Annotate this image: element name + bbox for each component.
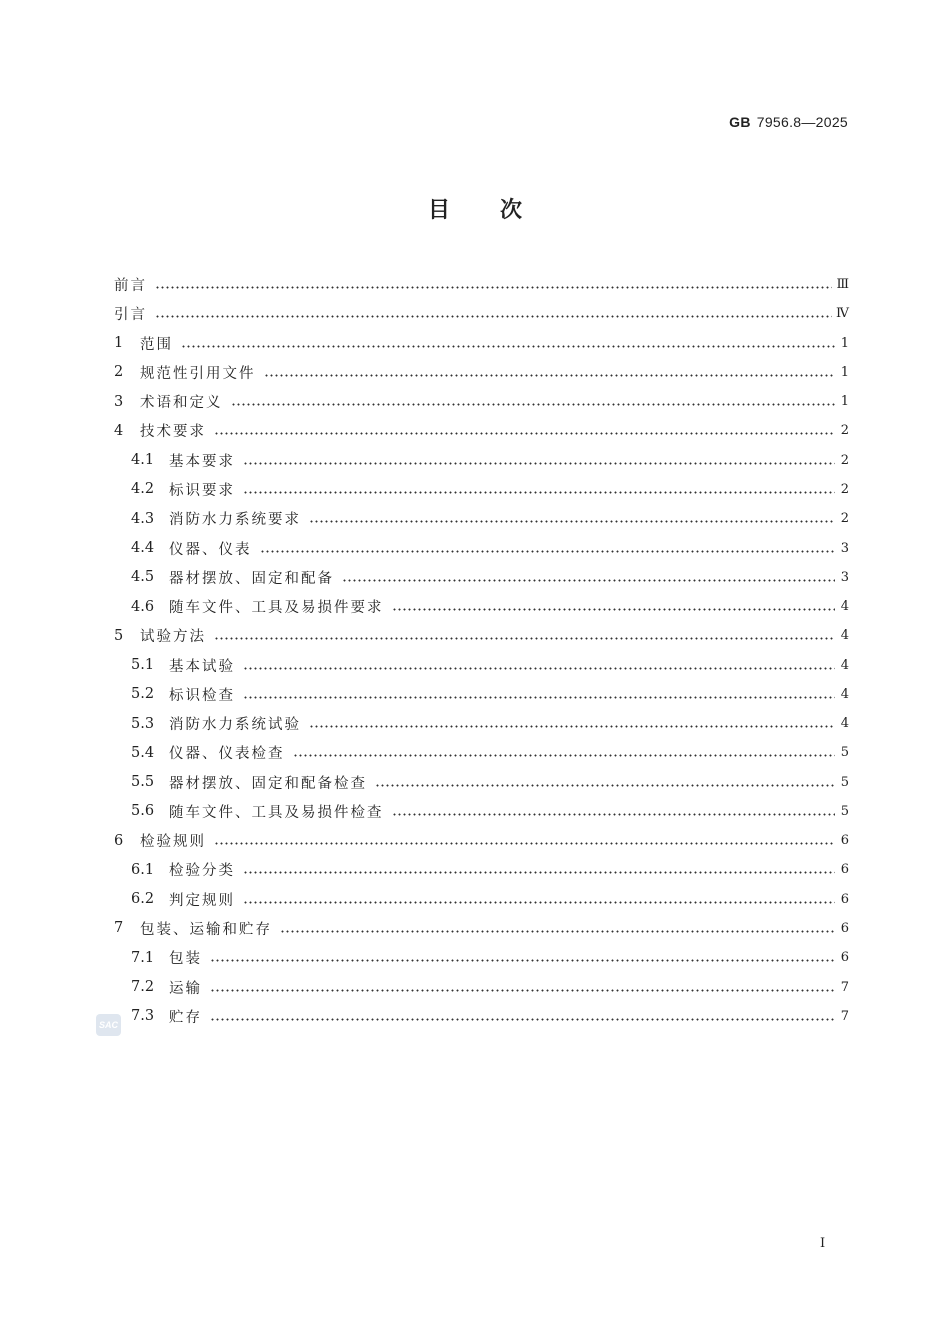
toc-entry-number: 4.3 [131, 510, 155, 527]
toc-entry-number: 1 [114, 335, 124, 352]
toc-entry-number: 6 [114, 832, 124, 849]
toc-entry-title: 基本要求 [169, 453, 235, 470]
toc-entry-title: 消防水力系统试验 [169, 717, 301, 734]
dot-leader [293, 754, 836, 757]
standard-code: 7956.8—2025 [756, 114, 848, 130]
toc-entry-number: 3 [114, 393, 124, 410]
toc-entry-title: 术语和定义 [140, 395, 223, 412]
toc-entry-title: 仪器、仪表 [169, 541, 252, 558]
toc-entry-title: 包装、运输和贮存 [140, 921, 272, 938]
toc-entry[interactable] [114, 358, 849, 387]
toc-entry-title: 运输 [169, 980, 202, 997]
toc-entry-page: 6 [840, 920, 849, 936]
toc-entry[interactable] [114, 855, 849, 884]
sac-logo-watermark: SAC [96, 1014, 121, 1036]
toc-entry-page: 4 [840, 628, 849, 644]
toc-entry-number: 5.2 [131, 686, 155, 703]
toc-entry[interactable] [114, 972, 849, 1001]
toc-entry[interactable] [114, 709, 849, 738]
toc-entry[interactable] [114, 475, 849, 504]
toc-entry[interactable] [114, 533, 849, 562]
dot-leader [155, 315, 832, 318]
toc-entry-title: 包装 [169, 951, 202, 968]
toc-entry-title: 基本试验 [169, 658, 235, 675]
dot-leader [214, 842, 835, 845]
toc-entry-page: Ⅲ [836, 277, 849, 293]
toc-entry-page: 2 [840, 511, 849, 527]
standard-prefix: GB [729, 114, 751, 130]
toc-entry-title: 试验方法 [140, 629, 206, 646]
toc-entry[interactable] [114, 738, 849, 767]
toc-entry-number: 7.2 [131, 979, 155, 995]
toc-entry-page: 6 [840, 833, 849, 849]
toc-entry[interactable] [114, 797, 849, 826]
dot-leader [210, 959, 835, 962]
toc-entry-page: 1 [840, 335, 849, 351]
toc-entry-page: 5 [840, 774, 849, 790]
toc-entry-number: 7.3 [131, 1008, 155, 1025]
toc-entry-title: 器材摆放、固定和配备检查 [169, 775, 367, 792]
toc-entry-number: 4.6 [131, 598, 155, 615]
toc-entry-title: 贮存 [169, 1009, 202, 1026]
toc-entry-title: 随车文件、工具及易损件检查 [169, 804, 384, 821]
toc-entry-number: 4.5 [131, 569, 155, 586]
dot-leader [155, 286, 832, 289]
toc-entry-title: 检验分类 [169, 863, 235, 880]
toc-entry[interactable] [114, 680, 849, 709]
dot-leader [309, 520, 835, 523]
dot-leader [260, 550, 836, 553]
toc-entry[interactable] [114, 504, 849, 533]
toc-entry[interactable] [114, 826, 849, 855]
toc-entry-number: 4 [114, 422, 124, 439]
dot-leader [243, 667, 835, 670]
toc-entry[interactable] [114, 592, 849, 621]
toc-entry-title: 判定规则 [169, 892, 235, 909]
toc-entry-number: 2 [114, 364, 124, 381]
toc-entry-page: 4 [840, 686, 849, 702]
dot-leader [309, 725, 835, 728]
toc-entry-page: 4 [840, 657, 849, 673]
toc-entry-page: 1 [840, 364, 849, 380]
toc-entry-page: 7 [840, 1008, 849, 1024]
toc-entry-title: 随车文件、工具及易损件要求 [169, 600, 384, 617]
dot-leader [392, 608, 836, 611]
dot-leader [243, 491, 835, 494]
dot-leader [243, 871, 835, 874]
dot-leader [243, 696, 835, 699]
toc-entry-title: 规范性引用文件 [140, 365, 256, 382]
dot-leader [392, 813, 836, 816]
toc-entry-title: 范围 [140, 336, 173, 353]
toc-entry-title: 检验规则 [140, 834, 206, 851]
table-of-contents [114, 270, 849, 1031]
toc-entry-number: 5 [114, 627, 124, 644]
dot-leader [214, 432, 835, 435]
dot-leader [342, 579, 835, 582]
dot-leader [231, 403, 836, 406]
toc-entry-number: 4.2 [131, 481, 155, 498]
toc-entry-page: 3 [840, 569, 849, 585]
toc-entry-number: 5.6 [131, 803, 155, 820]
toc-entry-title: 标识检查 [169, 687, 235, 704]
page-title: 目次 [427, 197, 572, 223]
toc-entry-number: 5.4 [131, 744, 155, 761]
toc-entry[interactable] [114, 446, 849, 475]
toc-entry[interactable] [114, 885, 849, 914]
dot-leader [243, 462, 835, 465]
toc-entry-number: 4.1 [131, 452, 155, 469]
toc-entry-page: 6 [840, 891, 849, 907]
toc-entry-page: 2 [840, 452, 849, 468]
toc-entry[interactable] [114, 416, 849, 445]
toc-entry[interactable] [114, 1002, 849, 1031]
toc-entry-number: 7 [114, 920, 124, 937]
toc-entry-title: 器材摆放、固定和配备 [169, 570, 334, 587]
toc-entry-title: 技术要求 [140, 424, 206, 441]
page-number: I [820, 1236, 826, 1251]
toc-entry-number: 4.4 [131, 540, 155, 557]
toc-entry-number: 6.2 [131, 891, 155, 908]
toc-entry-page: 4 [840, 599, 849, 615]
toc-entry[interactable] [114, 768, 849, 797]
toc-entry-page: 6 [840, 862, 849, 878]
toc-entry-title: 前言 [114, 278, 147, 295]
toc-entry[interactable] [114, 270, 849, 299]
dot-leader [214, 637, 835, 640]
toc-entry-number: 5.5 [131, 774, 155, 791]
toc-entry-page: 7 [840, 979, 849, 995]
toc-entry-number: 5.1 [131, 657, 155, 674]
toc-entry-page: 2 [840, 423, 849, 439]
toc-entry-page: 2 [840, 481, 849, 497]
toc-entry-page: 3 [840, 540, 849, 556]
toc-entry[interactable] [114, 299, 849, 328]
dot-leader [210, 1018, 835, 1021]
standard-number [729, 114, 848, 130]
dot-leader [181, 345, 835, 348]
toc-entry-title: 仪器、仪表检查 [169, 746, 285, 763]
dot-leader [280, 930, 835, 933]
toc-entry-page: 6 [840, 950, 849, 966]
toc-entry-number: 7.1 [131, 949, 155, 966]
dot-leader [264, 374, 836, 377]
dot-leader [375, 784, 835, 787]
toc-entry[interactable] [114, 650, 849, 679]
toc-entry[interactable] [114, 329, 849, 358]
toc-entry-title: 消防水力系统要求 [169, 512, 301, 529]
toc-entry-number: 5.3 [131, 715, 155, 732]
toc-entry[interactable] [114, 387, 849, 416]
toc-entry-page: 4 [840, 716, 849, 732]
toc-entry[interactable] [114, 914, 849, 943]
toc-entry-number: 6.1 [131, 861, 155, 878]
toc-entry-title: 引言 [114, 307, 147, 324]
toc-entry-page: Ⅳ [836, 306, 849, 322]
toc-entry[interactable] [114, 943, 849, 972]
toc-entry-page: 5 [840, 803, 849, 819]
toc-entry-title: 标识要求 [169, 482, 235, 499]
dot-leader [243, 901, 835, 904]
dot-leader [210, 989, 835, 992]
toc-entry[interactable] [114, 621, 849, 650]
toc-entry-page: 5 [840, 745, 849, 761]
toc-entry[interactable] [114, 563, 849, 592]
toc-entry-page: 1 [840, 394, 849, 410]
